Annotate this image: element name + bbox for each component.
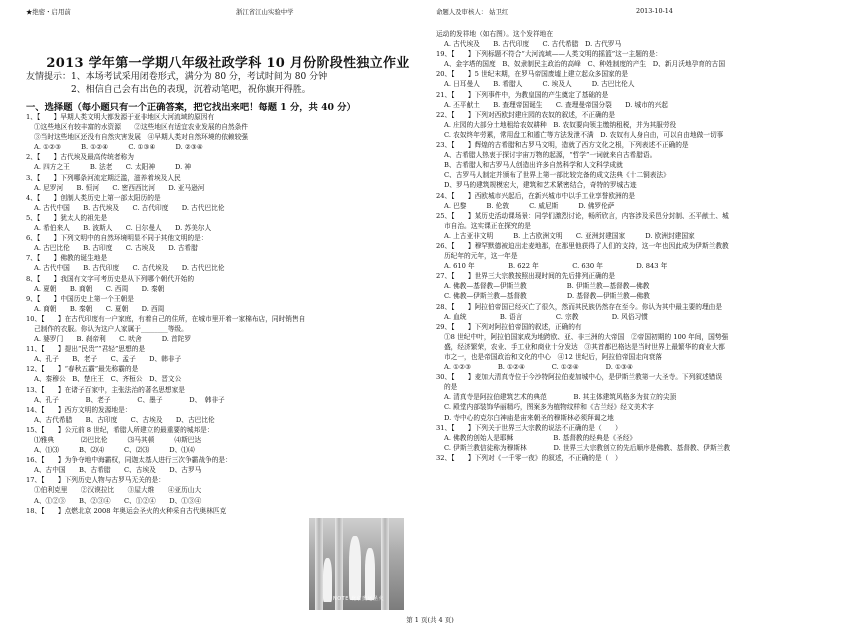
left-question-line: 4、【 】创制人类历史上第一部太阳历的是 bbox=[26, 193, 161, 202]
right-question-line: A. 巴黎 B. 伦敦 C. 威尼斯 D. 佛罗伦萨 bbox=[444, 201, 615, 210]
notice-line-2: 2、相信自己会有出色的表现，沉着动笔吧，祝你旗开得胜。 bbox=[26, 85, 311, 95]
right-question-line: ①8 世纪中叶，阿拉伯国家成为地跨欧、亚、非三洲的大帝国 ②帝国初期的 100 年间，国势强 bbox=[444, 332, 729, 341]
left-question-line: A、古中国 B、古希腊 C、古埃及 D、古罗马 bbox=[34, 466, 202, 475]
left-question-line: 13、【 】在诸子百家中，主张法治的著名思想家是 bbox=[26, 385, 185, 394]
right-question-line: 31、【 】下列关于世界三大宗教的说法不正确的是（ ） bbox=[436, 423, 622, 432]
right-question-line: 20、【 】5 世纪末期，在罗马帝国废墟上建立起众多国家的是 bbox=[436, 70, 629, 79]
left-question-line: 8、【 】我国有文字可考历史是从下列哪个朝代开始的 bbox=[26, 274, 195, 283]
left-question-line: A、秦穆公 B、楚庄王 C、齐桓公 D、晋文公 bbox=[34, 375, 182, 384]
right-question-line: C. 佛教—伊斯兰教—基督教 D. 基督教—伊斯兰教—佛教 bbox=[444, 292, 650, 301]
right-question-line: 24、【 】西欧城市兴起后，在新兴城市中以手工业享誉欧洲的是 bbox=[436, 191, 636, 200]
left-question-line: 1、【 】早期人类文明大都发源于亚非地区大河流域的原因有 bbox=[26, 113, 215, 121]
school-name: 浙江省江山实验中学 bbox=[236, 8, 294, 16]
left-question-line: A. 婆罗门 B. 刹帝利 C. 吠舍 D. 首陀罗 bbox=[34, 335, 192, 344]
left-question-line: ①伯利克里 ②汉谟拉比 ③屋大维 ④亚历山大 bbox=[34, 486, 202, 495]
left-question-line: A. 古巴比伦 B. 古印度 C. 古埃及 D. 古希腊 bbox=[34, 244, 198, 253]
left-question-line: 16、【 】为争夺地中海霸权，同迦太基人进行三次争霸战争的是： bbox=[26, 456, 232, 465]
right-question-line: D、罗马的建筑规模宏大，建筑和艺术紧密结合，奇特的罗城古迹 bbox=[444, 181, 637, 190]
left-question-line: 10、【 】在古代印度有一户家庭，有着自己的住所，在城市里开着一家棉布店，同时销售自 bbox=[26, 314, 306, 323]
left-question-line: ①这些地区有较丰富的水资源 ②这些地区有适宜农业发展的自然条件 bbox=[34, 123, 248, 132]
left-question-line: A、⑴⑶ B、⑵⑷ C、⑵⑶ D、⑴⑷ bbox=[34, 446, 195, 455]
right-question-line: 32、【 】下列对《一千零一夜》的叙述，不正确的是（ ） bbox=[436, 453, 622, 462]
right-question-line: 运动的发祥地（如右图）。这个发祥地在 bbox=[436, 30, 554, 38]
right-question-line: 市之一，也是帝国政治和文化的中心 ④12 世纪后，阿拉伯帝国走向衰落 bbox=[444, 353, 662, 361]
date-label: 2013-10-14 bbox=[636, 7, 673, 15]
right-question-line: D. 寺中心的克尔白神庙是宙来朝圣的穆斯林必须拜谒之地 bbox=[444, 413, 614, 422]
right-question-line: A. 日耳曼人 B. 希腊人 C. 埃及人 D. 古巴比伦人 bbox=[444, 80, 635, 89]
right-question-line: 25、【 】某历史活动课场景：同学们激烈讨论，畅所欣言，内容涉及采邑分封制、丕平献土、城 bbox=[436, 211, 729, 220]
right-question-line: C. 殿堂内部装饰华丽精巧，图案多为植物纹样和《古兰经》经文美术字 bbox=[444, 403, 654, 412]
left-question-line: 12、【 】“春秋五霸”最先称霸的是 bbox=[26, 365, 139, 374]
right-question-line: 市自治。这实课正在探究的是 bbox=[444, 221, 531, 230]
left-question-line: A、孔子 B、老子 C、墨子 D、 韩非子 bbox=[34, 395, 225, 404]
right-question-line: A. 古代埃及 B. 古代印度 C. 古代希腊 D. 古代罗马 bbox=[444, 40, 622, 49]
left-question-line: A. 夏朝 B. 商朝 C. 西周 D. 秦朝 bbox=[34, 284, 165, 293]
left-question-line: A、古代希腊 B、古印度 C、古埃及 D、古巴比伦 bbox=[34, 415, 215, 424]
right-question-line: 22、【 】下列对西欧封建庄园的农奴的叙述，不正确的是 bbox=[436, 110, 616, 119]
right-question-line: A. ①②③ B. ①②④ C. ①②④ D. ①③④ bbox=[444, 363, 633, 372]
left-question-line: 18、【 】点燃北京 2008 年奥运会圣火的火种采自古代奥林匹克 bbox=[26, 506, 227, 515]
section-heading: 一、选择题（每小题只有一个正确答案，把它找出来吧！每题 1 分，共 40 分） bbox=[26, 102, 356, 113]
right-question-line: C. 伊斯兰教信徒称为穆斯林 D. 世界三大宗教创立的先后顺序是佛教、基督教、伊斯兰教 bbox=[444, 443, 731, 452]
photo-caption: NOTE 北京奥运圣火 bbox=[333, 596, 384, 602]
left-question-line: A. 尼罗河 B. 恒河 C. 密西西比河 D. 亚马逊河 bbox=[34, 183, 205, 192]
left-question-line: 2、【 】古代埃及最高传统者称为 bbox=[26, 153, 134, 162]
right-question-line: 26、【 】穆罕默德被迫出走麦地那，在那里他获得了人们的支持，这一年也因此成为伊斯兰教教 bbox=[436, 241, 729, 250]
right-question-line: 29、【 】下列对阿拉伯帝国的叙述，正确的有 bbox=[436, 322, 582, 331]
left-question-line: A. 希伯来人 B. 波斯人 C. 日尔曼人 D. 苏美尔人 bbox=[34, 224, 212, 233]
page-title: 2013 学年第一学期八年级社政学科 10 月份阶段性独立作业 bbox=[46, 56, 410, 71]
right-question-line: 21、【 】下列事件中，为教皇国的产生奠定了基础的是 bbox=[436, 90, 609, 99]
left-question-line: A. ①②③ B. ①②④ C. ①③④ D. ②③④ bbox=[34, 143, 203, 152]
page-footer: 第 1 页(共 4 页) bbox=[406, 616, 454, 624]
olympic-flame-photo bbox=[309, 518, 404, 610]
left-question-line: ③当时这些地区还没有自然灾害发展 ④早期人类对自然环境的依赖较强 bbox=[34, 133, 248, 142]
right-question-line: A. 佛教—基督教—伊斯兰教 B. 伊斯兰教—基督教—佛教 bbox=[444, 282, 650, 291]
right-question-line: A. 丕平献土 B. 查理帝国诞生 C. 查理曼帝国分裂 D. 城市的兴起 bbox=[444, 100, 668, 109]
right-question-line: A、古希腊人热衷于探讨宇宙万物的起源，“哲学”一词就来自古希腊语。 bbox=[444, 151, 657, 160]
right-question-line: A. 血统 B. 语言 C. 宗教 D. 风俗习惯 bbox=[444, 312, 648, 321]
left-question-line: 7、【 】佛教的诞生地是 bbox=[26, 254, 108, 263]
left-question-line: 15、【 】公元前 8 世纪，希腊人所建立的最重要的城邦是： bbox=[26, 425, 214, 434]
left-question-line: 3、【 】下列哪条河流定期泛滥，滋养着埃及人民 bbox=[26, 173, 181, 182]
right-question-line: 19、【 】下列标题不符合“大河流域——人类文明的摇篮”这一主题的是： bbox=[436, 50, 662, 59]
left-question-line: 6、【 】下列文明中的自然环境明显不同于其他文明的是： bbox=[26, 234, 208, 243]
left-question-line: A. 古代中国 B. 古代印度 C. 古代埃及 D. 古代巴比伦 bbox=[34, 264, 225, 273]
right-question-line: 28、【 】阿拉伯帝国已经灭亡了很久，然而其民族仍然存在至今。你认为其中最主要的理由是 bbox=[436, 302, 723, 311]
setter-label: 命题人及审核人： 姑卫红 bbox=[436, 8, 509, 16]
right-question-line: A. 佛教的创始人是耶稣 B. 基督教的经典是《圣经》 bbox=[444, 433, 637, 442]
right-question-line: 27、【 】世界三大宗教按照出现时间的先后排列正确的是 bbox=[436, 272, 616, 281]
left-question-line: 17、【 】下列历史人物与古罗马无关的是： bbox=[26, 476, 165, 485]
right-question-line: 历纪年的元年，这一年是 bbox=[444, 252, 518, 261]
left-question-column bbox=[26, 112, 430, 516]
left-question-line: A、孔子 B、老子 C、孟子 D、韩非子 bbox=[34, 355, 182, 364]
left-question-line: 己制作的衣服。你认为这户人家属于________等级。 bbox=[34, 324, 188, 333]
left-question-line: A. 古代中国 B. 古代埃及 C. 古代印度 D. 古代巴比伦 bbox=[34, 203, 225, 212]
left-question-line: A. 商朝 B. 秦朝 C. 夏朝 D. 西周 bbox=[34, 304, 165, 313]
right-question-line: C、古罗马人制定并颁布了世界上第一部比较完备的成文法典《十二铜表法》 bbox=[444, 171, 670, 180]
left-question-line: 5、【 】犹太人的祖先是 bbox=[26, 213, 108, 222]
right-question-column bbox=[436, 29, 848, 463]
left-question-line: 11、【 】提出“民贵”“君轻”思想的是 bbox=[26, 345, 146, 354]
right-question-line: A、金字塔的国度 B、奴隶制民主政治的高峰 C、种姓制度的产生 D、新月沃地孕育的古国 bbox=[444, 60, 726, 69]
right-question-line: 23、【 】辉煌的古希腊和古罗马文明，造就了西方文化之根，下列表述不正确的是 bbox=[436, 141, 689, 150]
left-question-line: 9、【 】中国历史上第一个王朝是 bbox=[26, 294, 134, 303]
left-question-line: ⑴雅典 ⑵巴比伦 ⑶马其顿 ⑷斯巴达 bbox=[34, 436, 202, 444]
right-question-line: A. 上古亚非文明 B. 上古欧洲文明 C. 亚洲封建国家 D. 欧洲封建国家 bbox=[444, 231, 695, 240]
right-question-line: 盛，经济繁荣，农业、手工业和商业十分发达 ③其首都巴格达是当时世界上最繁华的商业大都 bbox=[444, 342, 725, 351]
left-question-line: 14、【 】西方文明的发源地是： bbox=[26, 405, 132, 414]
right-question-line: A. 610 年 B. 622 年 C. 630 年 D. 843 年 bbox=[444, 262, 668, 271]
left-question-line: A. 四方之王 B. 法老 C. 太阳神 D. 神 bbox=[34, 163, 192, 172]
right-question-line: C. 农奴终年劳累，常用盘工和遁亡等方法发泄不满 D. 农奴有人身自由，可以自由地做一切事 bbox=[444, 130, 724, 139]
right-question-line: A. 清真寺是阿拉伯建筑艺术的典范 B. 其主体建筑风格多为贫立的尖顶 bbox=[444, 393, 677, 402]
left-question-line: A、①②③ B、②③④ C、①②④ D、①③④ bbox=[34, 496, 202, 505]
right-question-line: A. 庄园的大部分土地租给农奴耕种 B. 农奴要向领主缴纳租税，并为其服劳役 bbox=[444, 120, 677, 129]
right-question-line: 的是 bbox=[444, 383, 458, 392]
notice-line-1: 友情提示：1、本场考试采用闭卷形式，满分为 80 分，考试时间为 80 分钟 bbox=[26, 72, 328, 82]
confidential-label: ★绝密・启用前 bbox=[26, 8, 71, 16]
right-question-line: B、古希腊人和古罗马人创造出许多自然科学和人文科学成就 bbox=[444, 161, 623, 170]
right-question-line: 30、【 】麦加大清真寺位于今沙特阿拉伯麦加城中心，是伊斯兰教第一大圣寺。下列叙述错误 bbox=[436, 373, 723, 382]
